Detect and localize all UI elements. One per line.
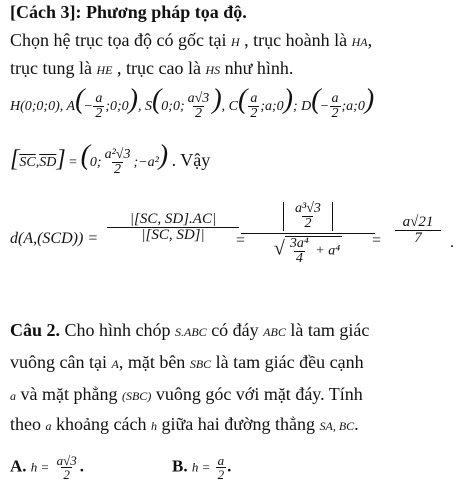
vector-SC: $\overline{SC}$: [19, 155, 36, 170]
question-line-4: theo a khoảng cách h giữa hai đường thẳng SA, BC.: [10, 414, 359, 434]
question-line-2: vuông cân tại A, mặt bên SBC là tam giác đều cạnh: [10, 352, 364, 372]
distance-formula: d(A,(SCD)) = $\frac{|[SC, SD].AC|}{|[SC, SD]|}$ = $\frac{\text{a³√3}}{2}$ √ $\frac{\text{3a⁴}}{4}$ + a⁴ = $\frac{a√21}{7}$ .: [10, 201, 454, 266]
coord-C: C( $\frac{a}{2}$ ;a;0);: [228, 84, 302, 122]
intro-text: ,: [367, 30, 373, 50]
choice-b[interactable]: B. h = $\frac{a}{2}$ .: [172, 453, 232, 482]
section-title: [Cách 3]: Phương pháp tọa độ.: [10, 2, 247, 22]
vector-SD: $\overline{SD}$: [39, 155, 57, 170]
intro-line-1: [10, 30, 372, 51]
choice-a[interactable]: A. h = $\frac{a√3}{2}$ .: [10, 453, 84, 482]
question-line-3: a và mặt phẳng (SBC) vuông góc với mặt đáy. Tính: [10, 384, 363, 404]
question-line-1: Câu 2. Cho hình chóp S.ABC có đáy ABC là tam giác: [10, 320, 370, 340]
intro-text: như hình.: [224, 58, 294, 78]
intro-text: Chọn hệ trục tọa độ có gốc tại: [10, 30, 227, 50]
intro-line-2: [10, 58, 293, 79]
coord-D: D(− $\frac{a}{2}$ ;a;0): [301, 84, 375, 122]
math-HS: HS: [205, 63, 221, 77]
cross-product-line: $[\overline{SC},\overline{SD}] = (0$; $\frac{\text{a²√3}}{2}$ ;−a²) . Vậy: [10, 140, 211, 178]
intro-text: , trục cao là: [116, 58, 201, 78]
math-HA: HA: [351, 35, 368, 49]
intro-text: , trục hoành là: [244, 30, 348, 50]
math-H: H: [230, 35, 240, 49]
coord-H: H(0;0;0),: [10, 99, 64, 114]
distance-fraction-2: $\frac{\text{a³√3}}{2}$ √ $\frac{\text{3a⁴}}{4}$ + a⁴: [243, 202, 373, 266]
question-label: Câu 2.: [10, 320, 61, 340]
distance-result: $\frac{a√21}{7}$: [383, 215, 453, 246]
coord-S: S(0;0; $\frac{a√3}{2}$ ),: [144, 84, 229, 122]
coordinates-line: [10, 86, 374, 121]
distance-lhs: d(A,(SCD)) =: [10, 230, 99, 247]
cross-suffix: . Vậy: [171, 150, 211, 170]
math-HE: HE: [96, 63, 113, 77]
intro-text: trục tung là: [10, 58, 92, 78]
coord-A: A(− $\frac{a}{2}$ ;0;0),: [66, 84, 145, 122]
distance-fraction-1: $\frac{|[SC, SD].AC|}{|[SC, SD]|}$: [109, 212, 237, 243]
